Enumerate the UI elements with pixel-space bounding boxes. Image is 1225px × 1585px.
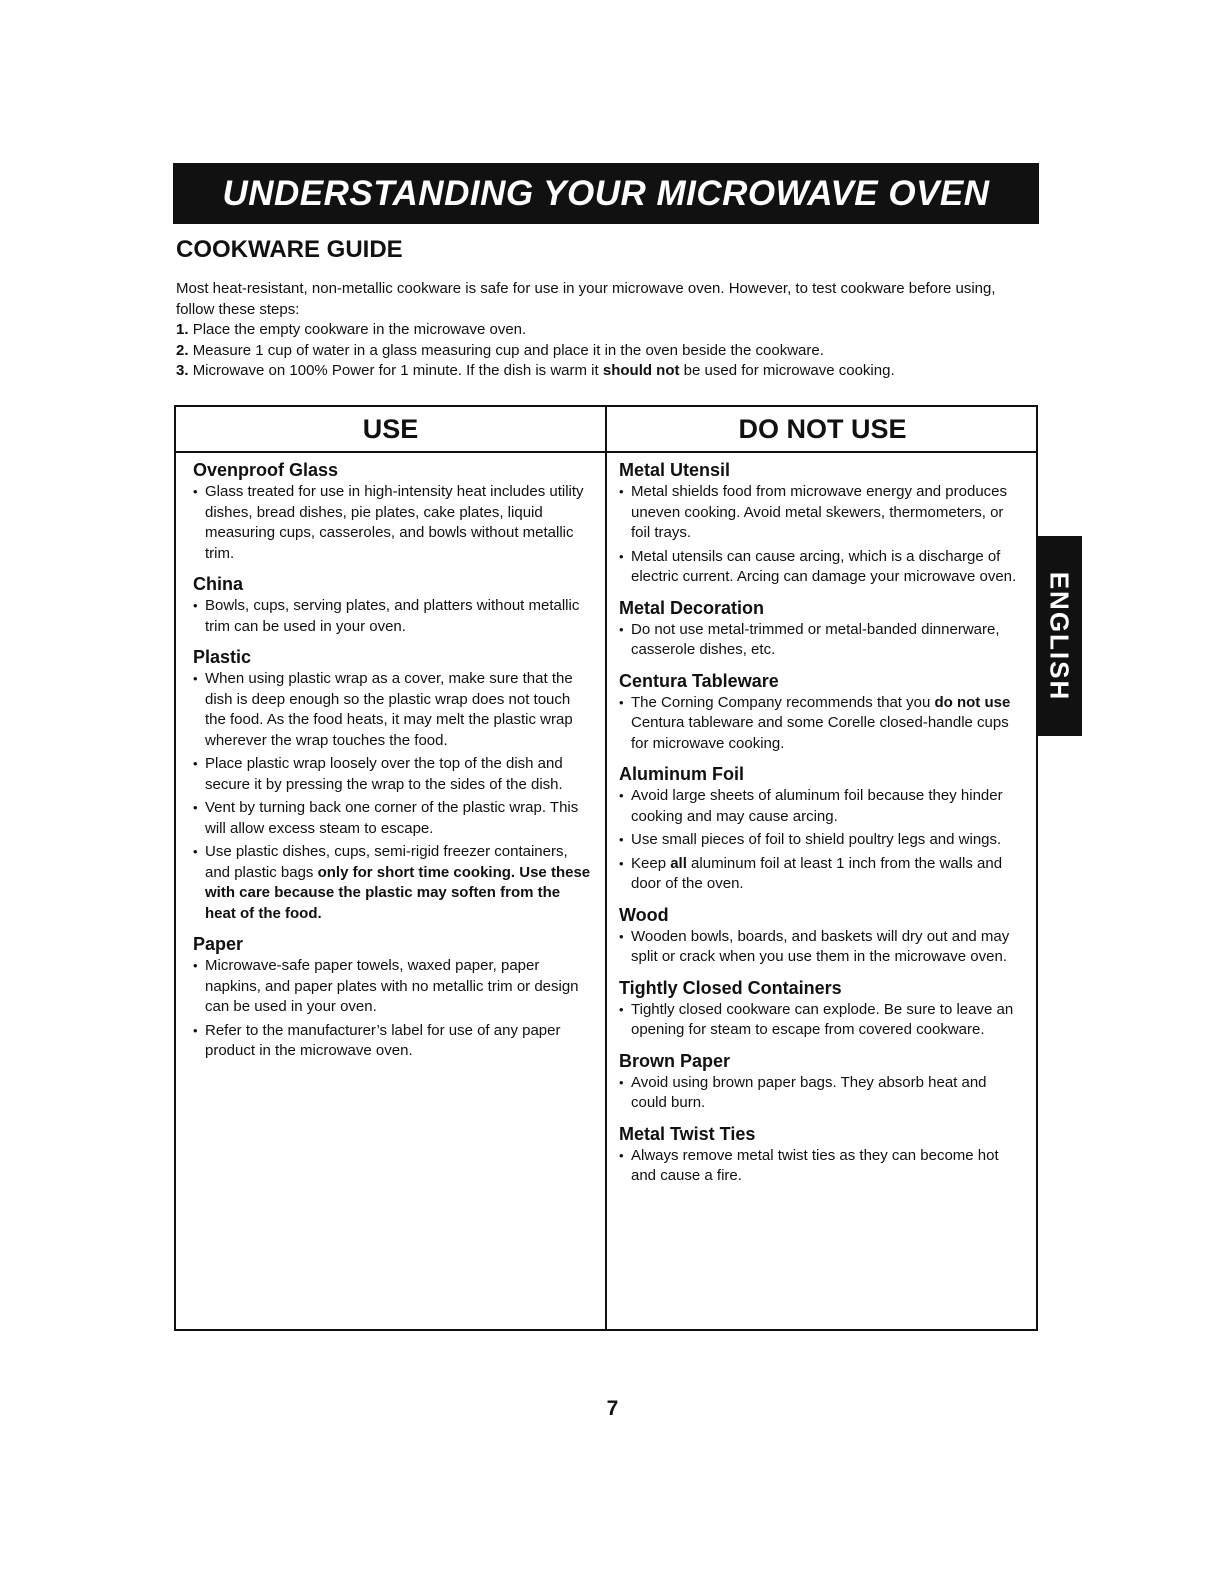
language-side-tab xyxy=(1036,536,1082,736)
step-text: Place the empty cookware in the microwave oven. xyxy=(192,321,527,338)
metal-decoration-group xyxy=(619,597,1025,661)
list-item: • Use small pieces of foil to shield poultry legs and wings. xyxy=(619,830,1025,851)
list-item: • Vent by turning back one corner of the plastic wrap. This will allow excess steam to escape. xyxy=(193,798,593,839)
step-text: Measure 1 cup of water in a glass measuring cup and place it in the oven beside the cookware. xyxy=(192,341,824,359)
list-item: • Refer to the manufacturer’s label for use of any paper product in the microwave oven. xyxy=(193,1021,593,1062)
item-text: Keep xyxy=(631,854,671,872)
list-item xyxy=(193,842,593,924)
group-title: Brown Paper xyxy=(619,1050,731,1071)
step-text: Microwave on 100% Power for 1 minute. If the dish is warm it xyxy=(192,362,603,379)
use-column xyxy=(193,459,593,1071)
step-emphasis: should not xyxy=(602,362,680,379)
list-item: • When using plastic wrap as a cover, make sure that the dish is deep enough so the plastic wrap does not touch the food. As the food heats, it may melt the plastic wrap wherever the wrap touches the food. xyxy=(193,669,593,751)
group-title: Ovenproof Glass xyxy=(193,460,339,480)
step-number: 2. xyxy=(176,341,189,359)
step-text: be used for microwave cooking. xyxy=(679,362,895,379)
step-3 xyxy=(176,361,1026,382)
item-text: The Corning Company recommends that you xyxy=(631,693,935,711)
ovenproof-glass-group xyxy=(193,459,593,564)
group-title: Wood xyxy=(619,904,669,925)
list-item: • Do not use metal-trimmed or metal-banded dinnerware, casserole dishes, etc. xyxy=(619,620,1025,661)
group-title: Aluminum Foil xyxy=(619,764,744,784)
group-title: Metal Twist Ties xyxy=(619,1123,756,1144)
group-title: Paper xyxy=(193,934,244,954)
step-number: 3. xyxy=(176,362,189,379)
list-item xyxy=(619,854,1025,895)
header-rule xyxy=(176,451,1036,453)
step-1 xyxy=(176,320,1026,341)
item-emphasis: only for short time cooking. Use these with care because the plastic may soften from the heat of the food. xyxy=(205,863,591,922)
page-number: 7 xyxy=(606,1397,619,1420)
section-title: COOKWARE GUIDE xyxy=(176,236,403,263)
page-banner: UNDERSTANDING YOUR MICROWAVE OVEN xyxy=(173,163,1039,224)
group-title: China xyxy=(193,574,244,594)
list-item: • Place plastic wrap loosely over the top of the dish and secure it by pressing the wrap to the sides of the dish. xyxy=(193,754,593,795)
group-title: Plastic xyxy=(193,647,252,667)
list-item: • Metal utensils can cause arcing, which is a discharge of electric current. Arcing can damage your microwave oven. xyxy=(619,547,1025,588)
item-text: Centura tableware and some Corelle closed-handle cups for microwave cooking. xyxy=(631,714,1009,752)
item-text: Use plastic dishes, cups, semi-rigid freezer containers, and plastic bags xyxy=(205,843,568,881)
group-title: Centura Tableware xyxy=(619,670,779,691)
do-not-use-column-header: DO NOT USE xyxy=(738,413,907,444)
centura-tableware-group xyxy=(619,670,1025,755)
list-item: • Microwave-safe paper towels, waxed paper, paper napkins, and paper plates with no metallic trim or design can be used in your oven. xyxy=(193,956,593,1018)
list-item: • Wooden bowls, boards, and baskets will dry out and may split or crack when you use them in the microwave oven. xyxy=(619,927,1025,968)
brown-paper-group xyxy=(619,1050,1025,1114)
list-item: • Tightly closed cookware can explode. Be sure to leave an opening for steam to escape from covered cookware. xyxy=(619,1000,1025,1041)
column-divider xyxy=(605,407,607,1329)
use-column-header: USE xyxy=(362,413,419,444)
list-item: • Glass treated for use in high-intensity heat includes utility dishes, bread dishes, pie plates, cake plates, liquid measuring cups, casseroles, and bowls without metallic trim. xyxy=(193,482,593,564)
step-2 xyxy=(176,341,1026,362)
group-title: Metal Decoration xyxy=(619,597,765,618)
do-not-use-column xyxy=(619,459,1025,1196)
list-item: • Avoid using brown paper bags. They absorb heat and could burn. xyxy=(619,1073,1025,1114)
item-emphasis: all xyxy=(670,854,687,872)
list-item: • Metal shields food from microwave energy and produces uneven cooking. Avoid metal skewers, thermometers, or foil trays. xyxy=(619,482,1025,544)
intro-paragraph: Most heat-resistant, non-metallic cookware is safe for use in your microwave oven. However, to test cookware before using, follow these steps: xyxy=(176,280,996,318)
metal-twist-ties-group xyxy=(619,1123,1025,1187)
side-tab-label: ENGLISH xyxy=(1044,571,1075,701)
paper-group xyxy=(193,933,593,1062)
tightly-closed-containers-group xyxy=(619,977,1025,1041)
metal-utensil-group xyxy=(619,459,1025,588)
plastic-group xyxy=(193,646,593,924)
list-item: • Bowls, cups, serving plates, and platters without metallic trim can be used in your oven. xyxy=(193,596,593,637)
group-title: Tightly Closed Containers xyxy=(619,977,842,998)
wood-group xyxy=(619,904,1025,968)
item-text: aluminum foil at least 1 inch from the walls and door of the oven. xyxy=(631,854,1003,892)
item-emphasis: do not use xyxy=(934,693,1011,711)
step-number: 1. xyxy=(176,321,189,338)
aluminum-foil-group xyxy=(619,763,1025,895)
intro-block xyxy=(176,279,1026,382)
list-item: • Always remove metal twist ties as they can become hot and cause a fire. xyxy=(619,1146,1025,1187)
list-item: • Avoid large sheets of aluminum foil because they hinder cooking and may cause arcing. xyxy=(619,786,1025,827)
china-group xyxy=(193,573,593,637)
group-title: Metal Utensil xyxy=(619,460,731,480)
cookware-table xyxy=(174,405,1038,1331)
list-item xyxy=(619,693,1025,755)
